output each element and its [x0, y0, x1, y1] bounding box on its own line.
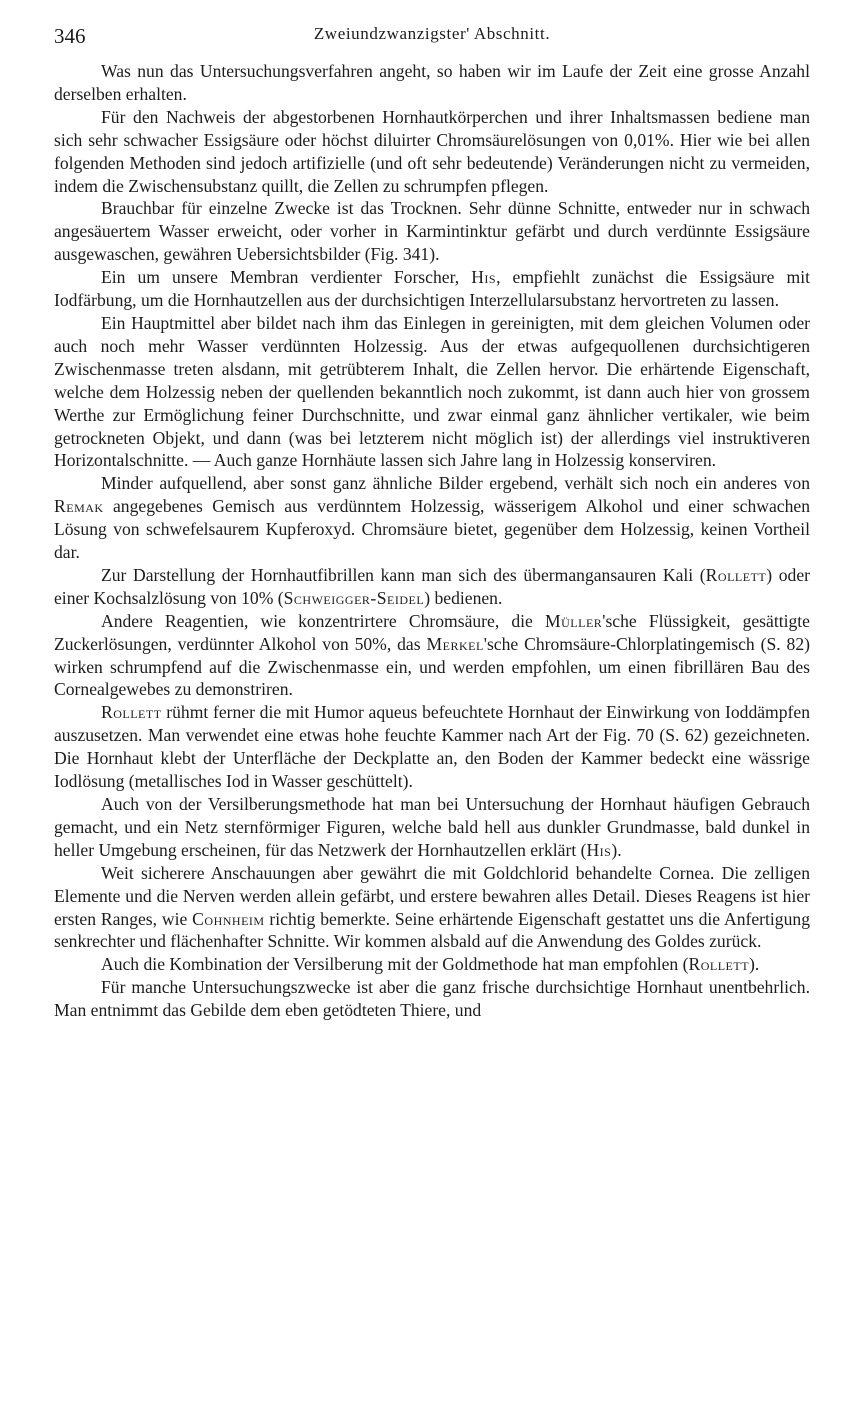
author-name: Schweigger-Seidel — [283, 587, 425, 608]
paragraph — [54, 106, 810, 198]
text-run: Für den Nachweis der abgestorbenen Hornhautkörperchen und ihrer Inhaltsmassen bediene man sich sehr schwacher Essigsäure oder höchst diluirter Chromsäurelösungen von 0,01%. Hier wie bei allen folgenden Methoden sind jedoch artifizielle (und oft sehr bedeutende) Veränderungen nicht zu vermeiden, indem die Zwischensubstanz quillt, die Zellen zu schrumpfen pflegen. — [54, 106, 810, 196]
text-run: Minder aufquellend, aber sonst ganz ähnliche Bilder ergebend, verhält sich noch ein anderes von — [101, 473, 810, 494]
paragraph — [54, 266, 810, 312]
text-run: angegebenes Gemisch aus verdünntem Holzessig, wässerigem Alkohol und einer schwachen Lösung von schwefelsaurem Kupferoxyd. Chromsäure bietet, gegenüber dem Holzessig, keinen Vortheil dar. — [54, 496, 810, 563]
paragraph — [54, 312, 810, 472]
paragraph — [54, 953, 810, 976]
text-run: Was nun das Untersuchungsverfahren angeht, so haben wir im Laufe der Zeit eine grosse Anzahl derselben erhalten. — [54, 61, 810, 104]
paragraph — [54, 976, 810, 1022]
text-run: ) oder einer Kochsalzlösung von 10% ( — [54, 564, 810, 608]
author-name: Rollett — [688, 954, 750, 975]
text-run: Weit sicherere Anschauungen aber gewährt die mit Goldchlorid behandelte Cornea. Die zelligen Elemente und die Nerven werden allein gefärbt, und erstere bewahren alles Detail. Dieses Reagens ist hier ersten Ranges, wie — [54, 862, 810, 929]
text-run: ). — [749, 954, 760, 975]
author-name: His — [471, 267, 497, 288]
author-name: Cohnheim — [192, 908, 265, 929]
text-run: rühmt ferner die mit Humor aqueus befeuchtete Hornhaut der Einwirkung von Ioddämpfen auszusetzen. Man verwendet eine etwas hohe feuchte Kammer nach Art der Fig. 70 (S. 62) gezeichneten. Die Hornhaut klebt der Unterfläche der Deckplatte an, den Boden der Kammer bedeckt eine wässrige Iodlösung (metallisches Iod in Wasser geschüttelt). — [54, 702, 810, 792]
text-run: Auch die Kombination der Versilberung mit der Goldmethode hat man empfohlen ( — [101, 954, 689, 975]
paragraph — [54, 564, 810, 610]
text-run: Andere Reagentien, wie konzentrirtere Chromsäure, die — [101, 610, 545, 631]
text-run: Brauchbar für einzelne Zwecke ist das Trocknen. Sehr dünne Schnitte, entweder nur in schwach angesäuertem Wasser erweicht, oder vorher in Karmintinktur gefärbt und durch verdünnte Essigsäure ausgewaschen, gewähren Uebersichtsbilder (Fig. 341). — [54, 198, 810, 265]
paragraph — [54, 862, 810, 954]
paragraph — [54, 793, 810, 862]
page-header — [54, 20, 810, 60]
paragraph — [54, 197, 810, 266]
text-run: ) bedienen. — [424, 587, 503, 608]
text-run: Ein um unsere Membran verdienter Forscher, — [101, 267, 472, 288]
running-head: Zweiundzwanzigster' Abschnitt. — [313, 24, 551, 43]
text-run: 'sche Flüssigkeit, gesättigte Zuckerlösungen, verdünnter Alkohol von 50%, das — [54, 610, 810, 654]
paragraph — [54, 610, 810, 702]
page-number: 346 — [54, 24, 86, 48]
paragraph — [54, 472, 810, 564]
author-name: Rollett — [705, 564, 767, 585]
text-run: Zur Darstellung der Hornhautfibrillen kann man sich des übermangansauren Kali ( — [101, 564, 706, 585]
text-run: ). — [611, 839, 622, 860]
text-run: , empfiehlt zunächst die Essigsäure mit Iodfärbung, um die Hornhautzellen aus der durchsichtigen Interzellularsubstanz hervortreten zu lassen. — [54, 267, 810, 311]
body-text — [54, 60, 810, 1022]
text-run: 'sche Chromsäure-Chlorplatingemisch (S. 82) wirken schrumpfend auf die Zwischenmasse ein, und werden empfohlen, um einen fibrillären Bau des Cornealgewebes zu demonstriren. — [54, 633, 810, 700]
text-run: Ein Hauptmittel aber bildet nach ihm das Einlegen in gereinigten, mit dem gleichen Volumen oder auch noch mehr Wasser verdünnten Holzessig. Aus der etwas aufgequollenen durchsichtigeren Zwischenmasse treten alsdann, mit getrübterem Inhalt, die Zellen hervor. Die erhärtende Eigenschaft, welche dem Holzessig neben der quellenden bekanntlich noch zukommt, ist dann auch hier von grossem Werthe zur Ermöglichung feiner Durchschnitte, und zwar einmal ganz ähnlicher vertikaler, wie beim getrockneten Objekt, und dann (was bei letzterem nicht möglich ist) der allerdings viel instruktiveren Horizontalschnitte. — Auch ganze Hornhäute lassen sich Jahre lang in Holzessig konserviren. — [54, 312, 810, 471]
text-run: richtig bemerkte. Seine erhärtende Eigenschaft gestattet uns die Anfertigung senkrechter und flächenhafter Schnitte. Wir kommen alsbald auf die Anwendung des Goldes zurück. — [54, 908, 810, 952]
author-name: Merkel — [426, 633, 484, 654]
author-name: Rollett — [101, 702, 162, 723]
text-run: Für manche Untersuchungszwecke ist aber die ganz frische durchsichtige Hornhaut unentbehrlich. Man entnimmt das Gebilde dem eben getödteten Thiere, und — [54, 977, 810, 1021]
author-name: His — [586, 839, 612, 860]
text-run: Auch von der Versilberungsmethode hat man bei Untersuchung der Hornhaut häufigen Gebrauch gemacht, und ein Netz sternförmiger Figuren, welche bald hell aus dunkler Grundmasse, bald dunkel in heller Umgebung erscheinen, für das Netzwerk der Hornhautzellen erklärt ( — [54, 794, 810, 860]
paragraph — [54, 701, 810, 793]
author-name: Remak — [54, 496, 104, 517]
paragraph — [54, 60, 810, 106]
author-name: Müller — [544, 610, 603, 631]
